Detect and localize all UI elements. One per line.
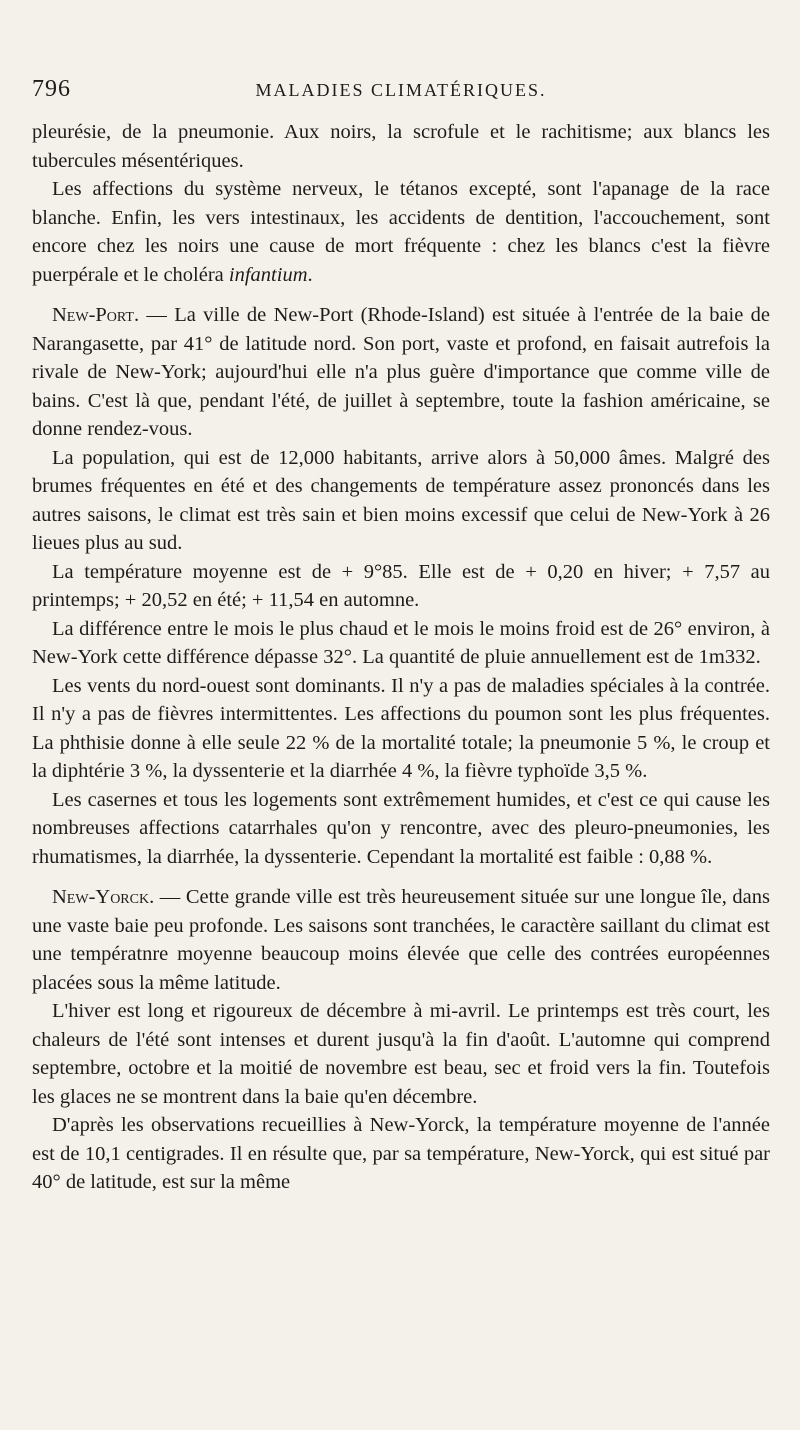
section-heading: New-Yorck. [52,886,155,908]
page-header [32,76,770,106]
paragraph-text: Les affections du système nerveux, le tétanos excepté, sont l'apanage de la race blanche. Enfin, les vers intestinaux, les accidents de dentition, l'accouchement, sont encore chez les noirs une cause de mort fréquente : chez les blancs c'est la fièvre puerpérale et le choléra [32,178,770,286]
page-number: 796 [32,76,71,102]
paragraph-population [32,444,770,558]
paragraph-observations [32,1111,770,1197]
paragraph-casernes [32,786,770,872]
page-body [32,118,770,1197]
paragraph-temperature [32,558,770,615]
paragraph-text: Les vents du nord-ouest sont dominants. Il n'y a pas de maladies spéciales à la contrée. Il n'y a pas de fièvres intermittentes. Les affections du poumon sont les plus fréquentes. La phthisie donne à elle seule 22 % de la mortalité totale; la pneumonie 5 %, le croup et la diphtérie 3 %, la dyssenterie et la diarrhée 4 %, la fièvre typhoïde 3,5 %. [32,674,770,782]
paragraph-text: La population, qui est de 12,000 habitants, arrive alors à 50,000 âmes. Malgré des brumes fréquentes en été et des changements de température assez prononcés dans les autres saisons, le climat est très sain et bien moins excessif que celui de New-York à 26 lieues plus au sud. [32,446,770,554]
section-new-yorck [32,883,770,997]
italic-term: infantium [228,263,308,286]
paragraph-1 [32,118,770,175]
paragraph-text: Les casernes et tous les logements sont extrêmement humides, et c'est ce qui cause les nombreuses affections catarrhales qu'on y rencontre, avec des pleuro-pneumonies, les rhumatismes, la diarrhée, la dyssenterie. Cependant la mortalité est faible : 0,88 %. [32,788,770,868]
paragraph-text: La température moyenne est de + 9°85. Elle est de + 0,20 en hiver; + 7,57 au printemps; + 20,52 en été; + 11,54 en automne. [32,560,770,611]
paragraph-difference [32,615,770,672]
paragraph-text: L'hiver est long et rigoureux de décembre à mi-avril. Le printemps est très court, les chaleurs de l'été sont intenses et durent jusqu'à la fin d'août. L'automne qui comprend septembre, octobre et la moitié de novembre est beau, sec et froid vers la fin. Toutefois les glaces ne se montrent dans la baie qu'en décembre. [32,1000,770,1108]
paragraph-text-end: . [307,263,313,286]
paragraph-text: D'après les observations recueillies à New-Yorck, la température moyenne de l'année est de 10,1 centigrades. Il en résulte que, par sa température, New-Yorck, qui est situé par 40° de latitude, est sur la même [32,1114,770,1193]
paragraph-text: pleurésie, de la pneumonie. Aux noirs, la scrofule et le rachitisme; aux blancs les tubercules mésentériques. [32,121,770,172]
running-head: MALADIES CLIMATÉRIQUES. [255,80,547,100]
section-heading: New-Port. [52,304,140,326]
paragraph-2 [32,175,770,289]
paragraph-winds [32,672,770,786]
paragraph-text: — La ville de New-Port (Rhode-Island) est située à l'entrée de la baie de Narangasette, par 41° de latitude nord. Son port, vaste et profond, en faisait autrefois la rivale de New-York; aujourd'hui elle n'a plus guère d'importance que comme ville de bains. C'est là que, pendant l'été, de juillet à septembre, toute la fashion américaine, se donne rendez-vous. [32,304,770,440]
paragraph-text: — Cette grande ville est très heureusement située sur une longue île, dans une vaste baie peu profonde. Les saisons sont tranchées, le caractère saillant du climat est une températnre moyenne beaucoup moins élevée que celle des contrées européennes placées sous la même latitude. [32,886,770,994]
paragraph-text: La différence entre le mois le plus chaud et le mois le moins froid est de 26° environ, à New-York cette différence dépasse 32°. La quantité de pluie annuellement est de 1m332. [32,617,770,668]
paragraph-hiver [32,997,770,1111]
section-new-port [32,301,770,444]
